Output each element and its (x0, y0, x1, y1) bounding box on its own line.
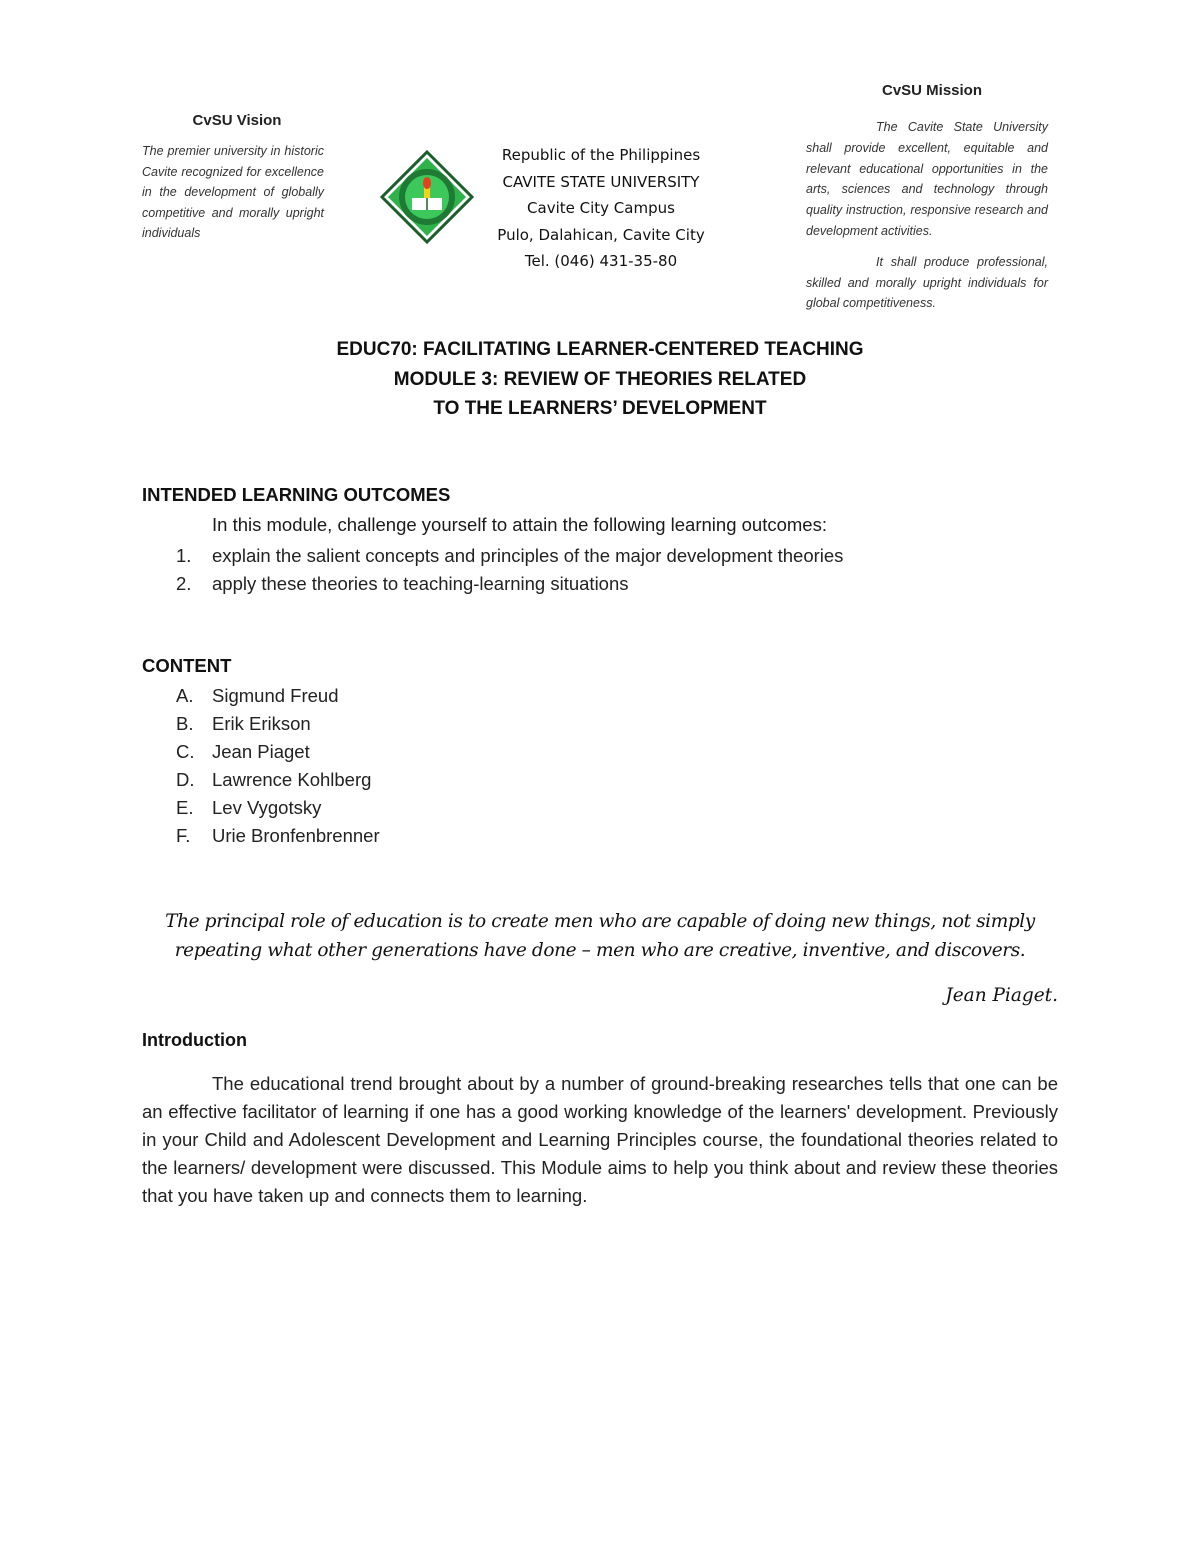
outcomes-list (142, 542, 843, 598)
outcomes-heading: INTENDED LEARNING OUTCOMES (142, 484, 451, 505)
list-marker: E. (176, 797, 194, 818)
list-marker: 2. (176, 573, 192, 594)
list-item-text: apply these theories to teaching-learning situations (212, 573, 629, 594)
list-item-text: Urie Bronfenbrenner (212, 825, 380, 846)
list-item (142, 822, 380, 850)
header-country: Republic of the Philippines (501, 146, 701, 164)
content-heading: CONTENT (142, 655, 232, 676)
course-title: EDUC70: FACILITATING LEARNER-CENTERED TEACHING (336, 339, 864, 360)
mission-block (806, 82, 1048, 324)
list-marker: D. (176, 769, 195, 790)
list-item (142, 570, 843, 598)
list-item-text: Sigmund Freud (212, 685, 339, 706)
quote-text: The principal role of education is to create men who are capable of doing new things, not simply repeating what other generations have done – men who are creative, inventive, and discovers. (165, 911, 1035, 961)
vision-title: CvSU Vision (192, 112, 282, 129)
list-item-text: Lawrence Kohlberg (212, 769, 372, 790)
list-item (142, 682, 380, 710)
list-item (142, 766, 380, 794)
mission-paragraph-2: It shall produce professional, skilled and morally upright individuals for global competitiveness. (806, 254, 1048, 311)
outcomes-intro: In this module, challenge yourself to attain the following learning outcomes: (212, 514, 827, 535)
university-header (462, 142, 740, 275)
module-subtitle: TO THE LEARNERS’ DEVELOPMENT (433, 398, 767, 419)
list-marker: B. (176, 713, 194, 734)
list-item-text: explain the salient concepts and principles of the major development theories (212, 545, 844, 566)
list-item (142, 542, 843, 570)
header-address: Pulo, Dalahican, Cavite City (497, 225, 705, 244)
list-item-text: Jean Piaget (212, 741, 310, 762)
vision-text: The premier university in historic Cavite recognized for excellence in the development of globally competitive and morally upright individuals (142, 144, 324, 240)
list-item-text: Lev Vygotsky (212, 797, 322, 818)
list-item (142, 794, 380, 822)
mission-paragraph-1: The Cavite State University shall provide excellent, equitable and relevant educational opportunities in the arts, sciences and technology through quality instruction, responsive research and development activities. (806, 120, 1048, 238)
mission-title: CvSU Mission (881, 82, 983, 99)
list-marker: C. (176, 741, 195, 762)
list-item (142, 710, 380, 738)
list-marker: A. (176, 685, 194, 706)
list-marker: F. (176, 825, 191, 846)
header-campus: Cavite City Campus (527, 199, 675, 217)
module-title: MODULE 3: REVIEW OF THEORIES RELATED (393, 368, 807, 390)
list-item-text: Erik Erikson (212, 713, 311, 734)
content-list (142, 682, 380, 850)
module-titles (100, 335, 1100, 424)
vision-block (142, 112, 324, 244)
cvsu-seal-logo (380, 150, 474, 244)
introduction-body: The educational trend brought about by a number of ground-breaking researches tells that one can be an effective facilitator of learning if one has a good working knowledge of the learners' development. Previously in your Child and Adolescent Development and Learning Principles course, the foundational theories related to the learners/ development were discussed. This Module aims to help you think about and review these theories that you have taken up and connects them to learning. (142, 1073, 1058, 1206)
header-telephone: Tel. (046) 431-35-80 (524, 252, 678, 270)
list-item (142, 738, 380, 766)
introduction-heading: Introduction (142, 1030, 247, 1050)
header-university: CAVITE STATE UNIVERSITY (502, 172, 700, 191)
quote-author: Jean Piaget. (945, 985, 1058, 1006)
list-marker: 1. (176, 545, 192, 566)
